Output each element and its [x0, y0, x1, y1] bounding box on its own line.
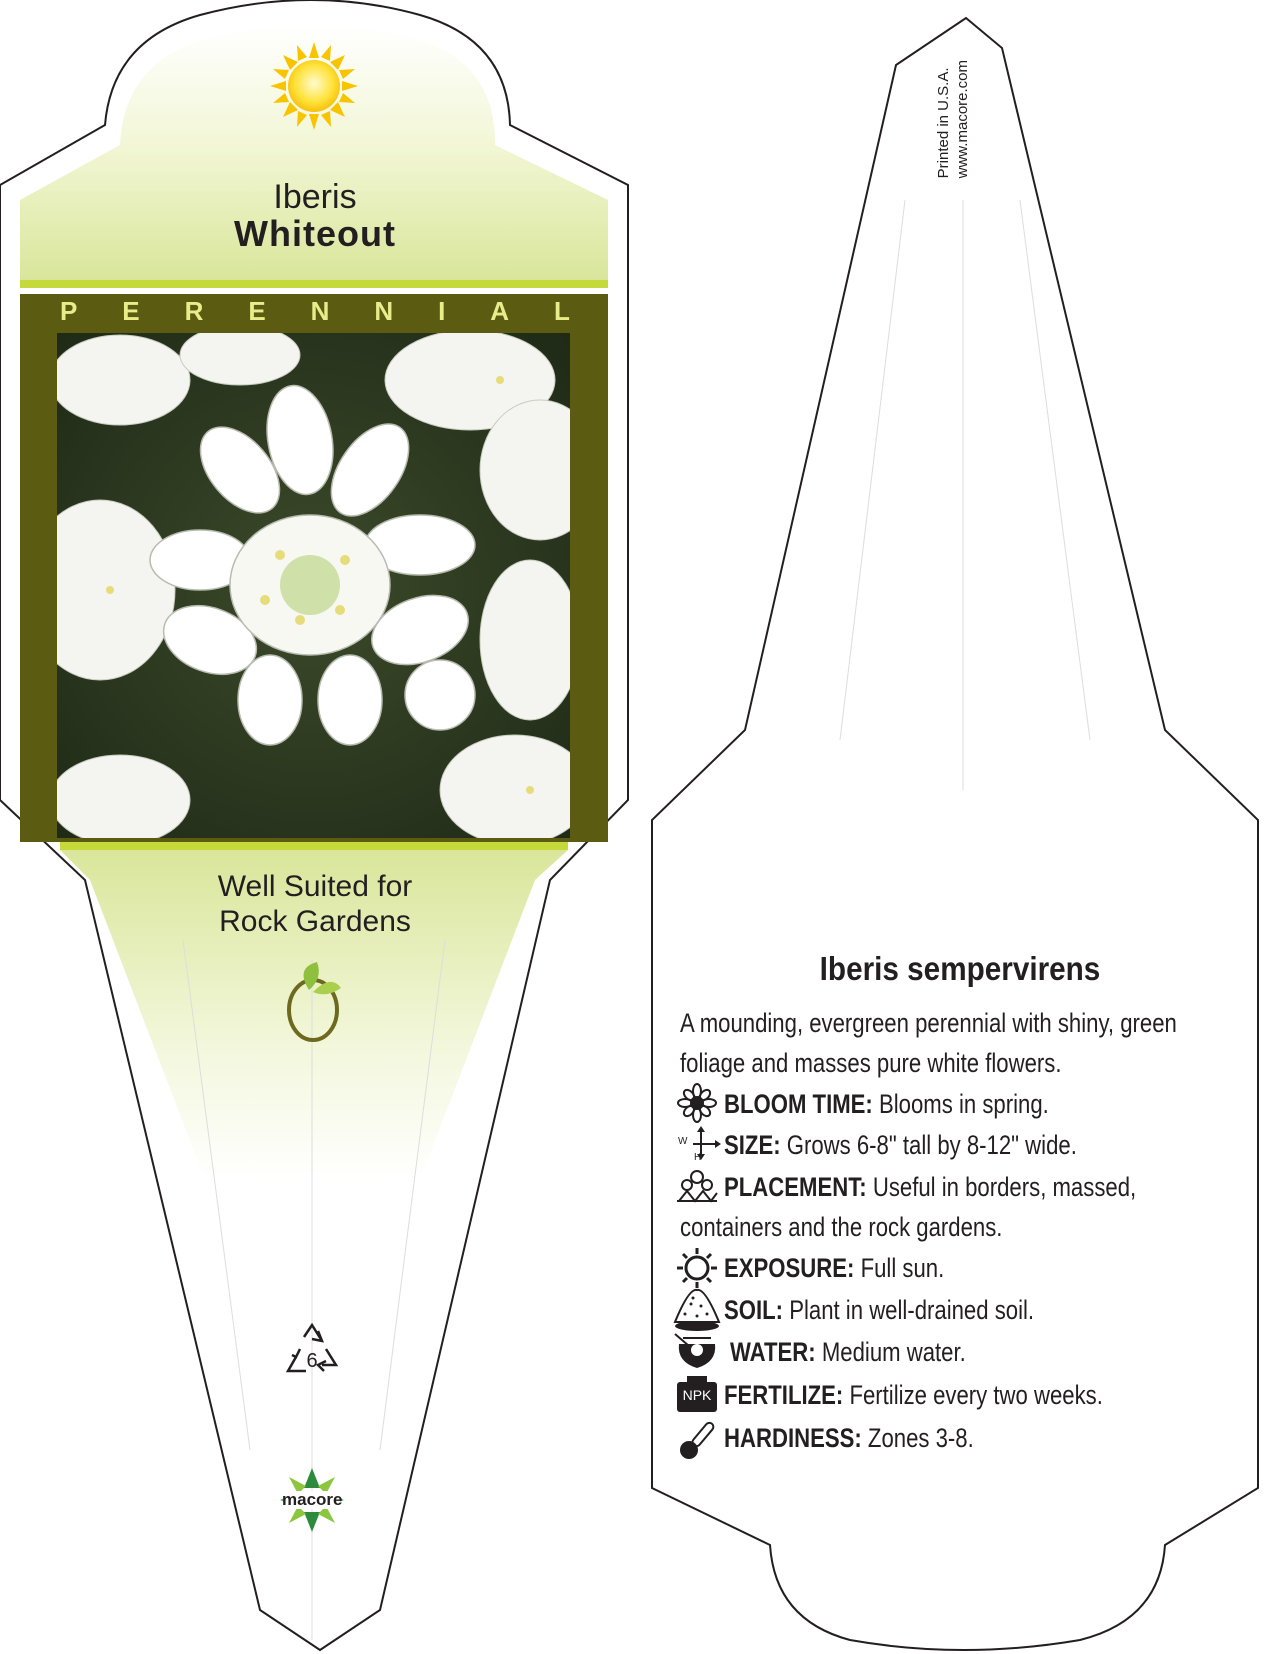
category-letter: R: [184, 296, 204, 326]
category-letter: E: [248, 296, 266, 326]
common-name: Iberis: [273, 178, 357, 216]
detail-label: BLOOM TIME:: [724, 1089, 873, 1119]
category-letter: I: [438, 296, 446, 326]
website: www.macore.com: [954, 60, 971, 179]
description-line-2: foliage and masses pure white flowers.: [680, 1048, 1062, 1078]
botanical-name: Iberis sempervirens: [819, 950, 1101, 987]
detail-value: Blooms in spring.: [872, 1089, 1049, 1119]
detail-value: Full sun.: [854, 1253, 945, 1283]
detail-soil: [724, 1295, 1034, 1326]
category-label: [60, 296, 570, 327]
category-letter: N: [374, 296, 394, 326]
detail-label: SIZE:: [724, 1130, 781, 1160]
detail-placement: [724, 1172, 1136, 1203]
detail-label: SOIL:: [724, 1295, 784, 1325]
description-line-1: A mounding, evergreen perennial with shiny, green: [680, 1008, 1177, 1038]
tagline-line-2: Rock Gardens: [219, 905, 411, 938]
sun-icon: [270, 42, 358, 130]
detail-placement-continued: containers and the rock gardens.: [680, 1212, 1003, 1242]
detail-label: FERTILIZE:: [724, 1380, 844, 1410]
npk-label: NPK: [682, 1387, 712, 1403]
size-w-letter: W: [678, 1136, 688, 1147]
detail-value: Medium water.: [815, 1337, 966, 1367]
detail-label: HARDINESS:: [724, 1423, 862, 1453]
detail-value: Fertilize every two weeks.: [843, 1380, 1103, 1410]
detail-value: Plant in well-drained soil.: [783, 1295, 1035, 1325]
detail-value: Useful in borders, massed,: [866, 1172, 1137, 1202]
variety-name: Whiteout: [234, 213, 396, 254]
detail-water: [730, 1337, 966, 1368]
print-info: [934, 60, 972, 178]
brand-name: macore: [282, 1490, 343, 1509]
printed-in: Printed in U.S.A.: [935, 67, 952, 179]
category-letter: A: [490, 296, 510, 326]
detail-size: [724, 1130, 1077, 1161]
category-letter: P: [60, 296, 78, 326]
size-h-letter: H: [694, 1152, 702, 1163]
detail-label: EXPOSURE:: [724, 1253, 855, 1283]
detail-value: Zones 3-8.: [861, 1423, 974, 1453]
detail-bloom-time: [724, 1089, 1049, 1120]
category-letter: L: [554, 296, 570, 326]
detail-hardiness: [724, 1423, 974, 1454]
detail-exposure: [724, 1253, 944, 1284]
flower-photo: [25, 325, 600, 845]
detail-fertilize: [724, 1380, 1103, 1411]
detail-label: PLACEMENT:: [724, 1172, 867, 1202]
detail-label: WATER:: [730, 1337, 816, 1367]
detail-value: Grows 6-8" tall by 8-12" wide.: [780, 1130, 1077, 1160]
recycle-number: 6: [306, 1350, 318, 1372]
tagline-line-1: Well Suited for: [217, 870, 413, 903]
category-letter: N: [310, 296, 330, 326]
category-letter: E: [122, 296, 140, 326]
